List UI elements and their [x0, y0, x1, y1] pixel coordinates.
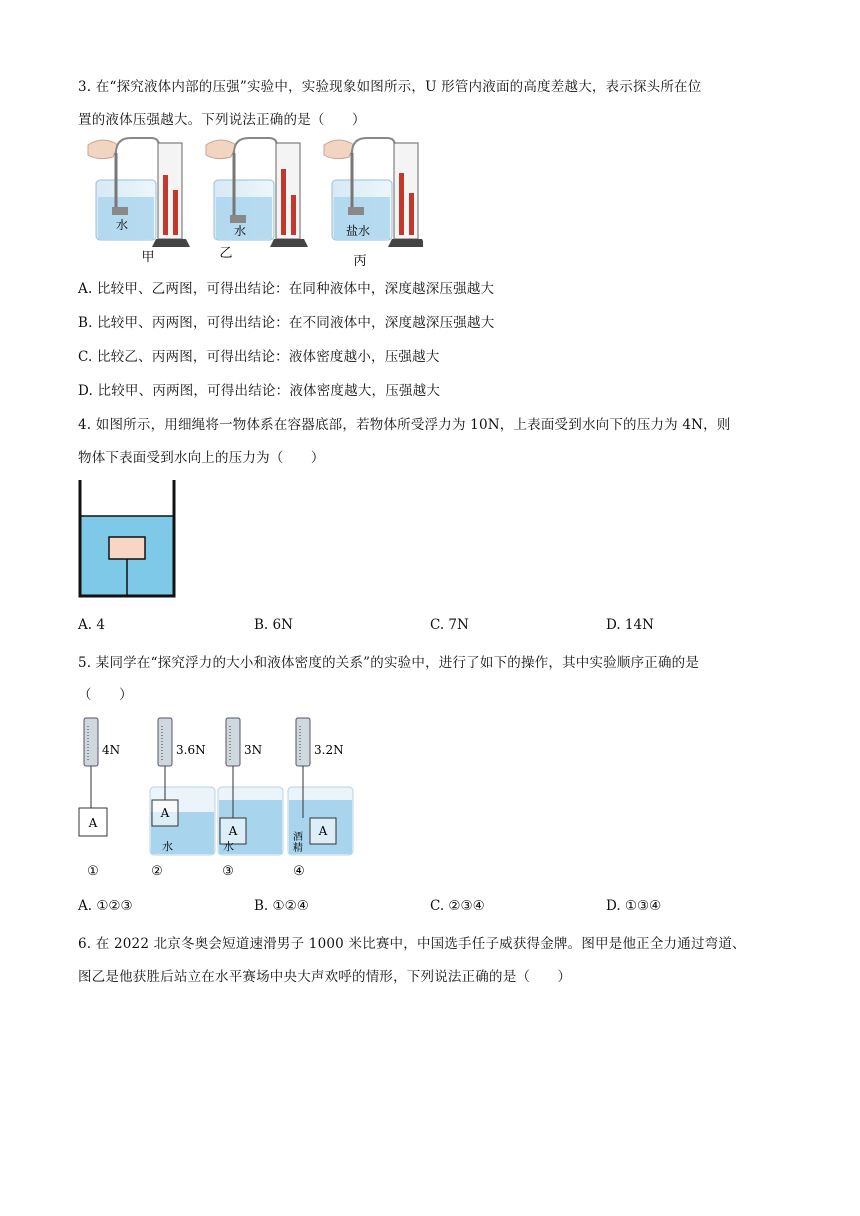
q5-setup-2: [150, 718, 215, 879]
q5-figure: [78, 712, 378, 882]
probe-head: [112, 207, 128, 215]
u-right-liquid: [173, 190, 178, 235]
spring-scale: [158, 718, 172, 766]
q3-liquid-label: 水: [115, 218, 129, 232]
q3-setup-yi: [206, 138, 308, 261]
u-right-liquid: [409, 193, 414, 235]
block-label: A: [160, 806, 170, 820]
q4-stem-line1: 4. 如图所示，用细绳将一物体系在容器底部，若物体所受浮力为 10N，上表面受到水向下的压力为 4N，则: [78, 417, 731, 433]
probe-head: [348, 207, 364, 215]
q6-stem-line1: 6. 在 2022 北京冬奥会短道速滑男子 1000 米比赛中，中国选手任子威获得金牌。图甲是他正全力通过弯道、: [78, 936, 746, 952]
q3-liquid-label: 水: [233, 224, 247, 238]
q3-caption-jia: 甲: [141, 250, 155, 265]
u-left-liquid: [399, 173, 404, 235]
u-tube: [158, 143, 182, 239]
number-1: ①: [87, 864, 99, 879]
liquid-label: 水: [223, 840, 234, 853]
q3-stem-line2: 置的液体压强越大。下列说法正确的是（ ）: [78, 112, 366, 128]
hand: [206, 140, 236, 159]
q5-option-d: D. ①③④: [606, 898, 662, 914]
spring-scale: [84, 718, 98, 766]
q3-setup-jia: [88, 138, 190, 265]
q3-figure: [78, 135, 423, 270]
q3-option-a: A. 比较甲、乙两图，可得出结论：在同种液体中，深度越深压强越大: [78, 281, 495, 297]
q4-stem-line2: 物体下表面受到水向上的压力为（ ）: [78, 450, 325, 466]
stand: [152, 239, 190, 247]
q3-stem-line1: 3. 在“探究液体内部的压强”实验中，实验现象如图所示，U 形管内液面的高度差越大，表示探头所在位: [78, 79, 702, 95]
reading-3: 3N: [244, 743, 263, 757]
q4-option-d: D. 14N: [606, 617, 654, 633]
hand: [324, 140, 354, 159]
stand: [388, 239, 423, 247]
u-left-liquid: [163, 175, 168, 235]
number-3: ③: [222, 864, 234, 879]
probe-head: [230, 215, 246, 223]
u-tube: [276, 143, 300, 239]
object-block: [109, 537, 145, 559]
q5-option-b: B. ①②④: [254, 898, 309, 914]
q5-setup-4: [288, 718, 353, 879]
block-label: A: [228, 824, 238, 838]
block-label: A: [88, 816, 98, 830]
q6-stem-line2: 图乙是他获胜后站立在水平赛场中央大声欢呼的情形，下列说法正确的是（ ）: [78, 969, 572, 985]
q4-option-a: A. 4: [78, 617, 105, 633]
block-label: A: [318, 824, 328, 838]
reading-2: 3.6N: [176, 743, 206, 757]
reading-4: 3.2N: [314, 743, 344, 757]
q5-stem-line1: 5. 某同学在“探究浮力的大小和液体密度的关系”的实验中，进行了如下的操作，其中实验顺序正确的是: [78, 655, 700, 671]
q3-option-b: B. 比较甲、丙两图，可得出结论：在不同液体中，深度越深压强越大: [78, 315, 495, 331]
u-left-liquid: [281, 169, 286, 235]
u-tube: [394, 143, 418, 239]
q3-setup-bing: [324, 138, 423, 269]
u-right-liquid: [291, 195, 296, 235]
reading-1: 4N: [102, 743, 121, 757]
q5-stem-line2: （ ）: [78, 687, 133, 703]
q5-setup-3: [218, 718, 283, 879]
stand: [270, 239, 308, 247]
hand: [88, 140, 118, 159]
q5-option-c: C. ②③④: [430, 898, 485, 914]
q5-option-a: A. ①②③: [78, 898, 133, 914]
q4-option-b: B. 6N: [254, 617, 293, 633]
number-4: ④: [293, 864, 305, 879]
liquid-label: 水: [162, 840, 173, 853]
q3-option-d: D. 比较甲、丙两图，可得出结论：液体密度越大，压强越大: [78, 383, 441, 399]
hose: [116, 138, 159, 156]
hose: [352, 138, 395, 156]
liquid-label: 酒精: [293, 832, 303, 854]
q3-caption-yi: 乙: [219, 246, 233, 261]
q3-caption-bing: 丙: [353, 254, 367, 269]
q3-liquid-label: 盐水: [345, 224, 371, 238]
q5-setup-1: [79, 718, 120, 879]
q3-option-c: C. 比较乙、丙两图，可得出结论：液体密度越小，压强越大: [78, 349, 440, 365]
number-2: ②: [151, 864, 163, 879]
spring-scale: [296, 718, 310, 766]
q4-figure: [78, 480, 178, 600]
q4-option-c: C. 7N: [430, 617, 469, 633]
spring-scale: [226, 718, 240, 766]
hose: [234, 138, 277, 156]
